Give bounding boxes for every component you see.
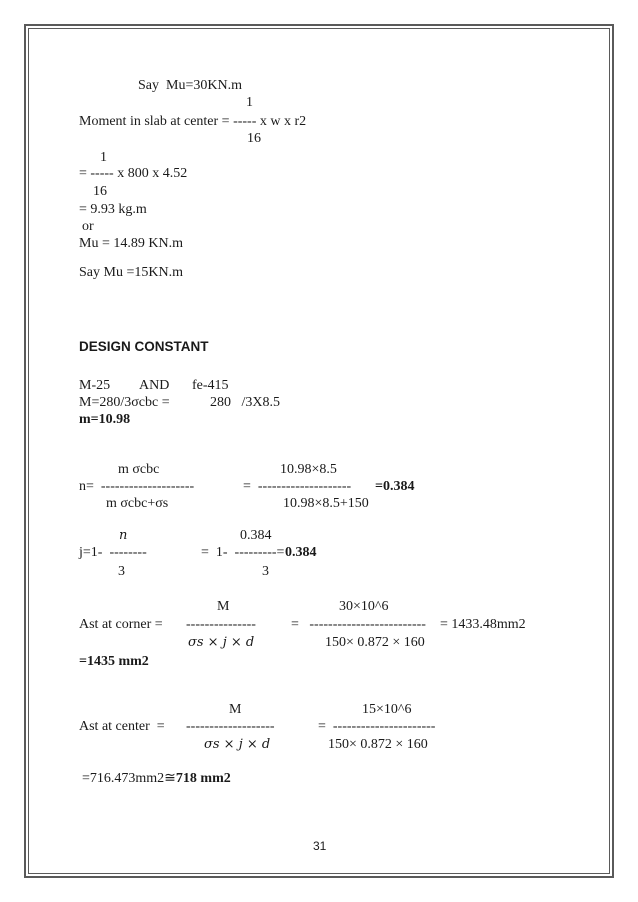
page-number: 31 — [313, 839, 327, 853]
ast-center-result — [82, 771, 231, 787]
ast-corner-result: =1435 mm2 — [79, 654, 149, 669]
and-text: AND — [139, 378, 170, 393]
j-denominator-value: 3 — [262, 564, 269, 579]
ast-center-equals-dashes: = ---------------------- — [318, 719, 436, 734]
ast-center-label: Ast at center = — [79, 719, 165, 734]
ast-center-numerator-value: 15×10^6 — [362, 702, 412, 717]
n-numerator-symbolic: m σcbc — [118, 462, 160, 477]
ast-corner-numerator-symbolic: M — [217, 599, 230, 614]
page-border-inner — [28, 28, 610, 874]
say-mu-15: Say Mu =15KN.m — [79, 265, 183, 280]
ast-center-numerator-symbolic: M — [229, 702, 242, 717]
n-denominator-value: 10.98×8.5+150 — [283, 496, 369, 511]
or-text: or — [82, 219, 94, 234]
j-denominator-symbolic: 3 — [118, 564, 125, 579]
ast-corner-equals-dashes: = ------------------------- — [291, 617, 426, 632]
grade-m25: M-25 — [79, 378, 111, 393]
ast-center-result-bold: 718 mm2 — [175, 771, 231, 786]
ast-center-denominator-symbolic: σs × j × d — [204, 737, 271, 752]
calc-line: = ----- x 800 x 4.52 — [79, 166, 188, 181]
ast-corner-dashes: --------------- — [186, 617, 256, 632]
m-result: m=10.98 — [79, 412, 131, 427]
ast-corner-denominator-symbolic: σs × j × d — [188, 635, 255, 650]
ast-corner-numerator-value: 30×10^6 — [339, 599, 389, 614]
ast-corner-value: = 1433.48mm2 — [440, 617, 526, 632]
n-equals-dashes: = -------------------- — [243, 479, 352, 494]
n-lhs: n= -------------------- — [79, 479, 195, 494]
ast-corner-label: Ast at corner = — [79, 617, 163, 632]
design-constant-heading: DESIGN CONSTANT — [79, 339, 209, 354]
ast-center-denominator-value: 150× 0.872 × 160 — [328, 737, 428, 752]
n-result: =0.384 — [375, 479, 415, 494]
fraction-denominator: 16 — [247, 131, 261, 146]
grade-fe415: fe-415 — [192, 378, 229, 393]
mu-14-89: Mu = 14.89 KN.m — [79, 236, 183, 251]
n-denominator-symbolic: m σcbc+σs — [106, 496, 169, 511]
j-numerator-symbolic: n — [119, 528, 128, 543]
m-formula: M=280/3σcbc = — [79, 395, 170, 410]
m-value-expression: 280 /3X8.5 — [210, 395, 280, 410]
ast-center-result-prefix: =716.473mm2≅ — [82, 771, 176, 786]
ast-corner-denominator-value: 150× 0.872 × 160 — [325, 635, 425, 650]
n-numerator-value: 10.98×8.5 — [280, 462, 337, 477]
j-result: 0.384 — [285, 545, 317, 560]
j-equals-dashes: = 1- ---------= — [201, 545, 285, 560]
calc-numerator: 1 — [100, 150, 107, 165]
say-mu-30: Say Mu=30KN.m — [138, 78, 242, 93]
j-numerator-value: 0.384 — [240, 528, 272, 543]
fraction-numerator: 1 — [246, 95, 253, 110]
moment-center-formula: Moment in slab at center = ----- x w x r2 — [79, 114, 307, 129]
result-kgm: = 9.93 kg.m — [79, 202, 147, 217]
j-lhs: j=1- -------- — [79, 545, 147, 560]
calc-denominator: 16 — [93, 184, 107, 199]
ast-center-dashes: ------------------- — [186, 719, 275, 734]
